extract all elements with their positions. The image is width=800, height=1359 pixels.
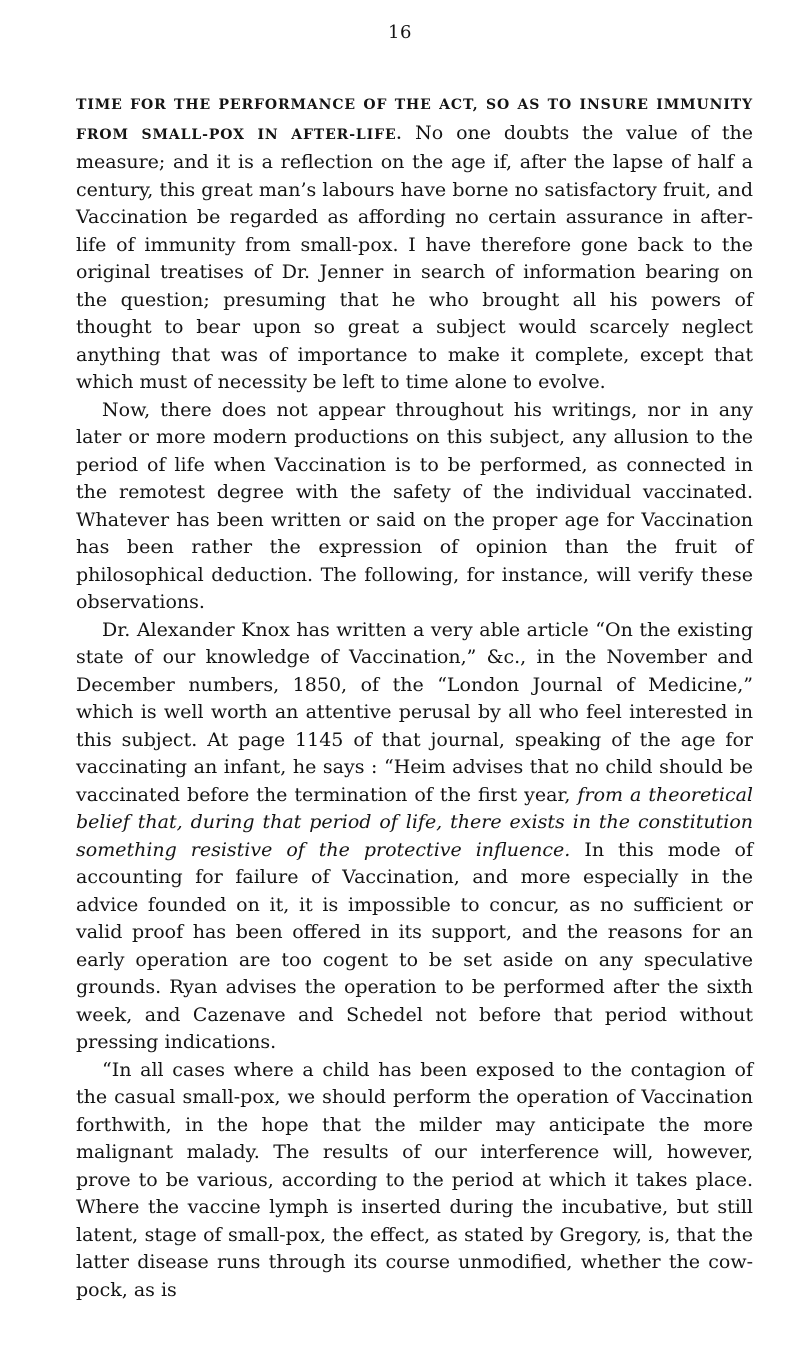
paragraph-1-text: No one doubts the value of the measure; and it is a reflection on the age if, after the lapse of half a century, this great man’s labours have borne no satisfactory fruit, and Vaccination be regarded as affording no certain assurance in after-life of immunity from small-pox. I have therefore gone back to the original treatises of Dr. Jenner in search of information bearing on the question; presuming that he who brought all his powers of thought to bear upon so great a subject would scarcely neglect anything that was of importance to make it complete, except that which must of necessity be left to time alone to evolve. (76, 121, 753, 393)
page-number: 16 (388, 22, 412, 43)
section-heading-continuation: TIME FOR THE PERFORMANCE OF THE ACT, SO AS TO INSURE IMMUNITY FROM SMALL-POX IN AFTER-LIFE. (76, 97, 753, 143)
paragraph-3-italic-quote: from a theoretical belief that, during that period of life, there exists in the constitution something resistive of the protective influence. (76, 783, 753, 861)
paragraph-2: Now, there does not appear throughout his writings, nor in any later or more modern productions on this subject, any allusion to the period of life when Vaccination is to be performed, as connected in the remotest degree with the safety of the individual vaccinated. Whatever has been written or said on the proper age for Vaccination has been rather the expression of opinion than the fruit of philosophical deduction. The following, for instance, will verify these observations. (76, 398, 753, 613)
paragraph-3-text-a: Dr. Alexander Knox has written a very able article “On the existing state of our knowledge of Vaccination,” &c., in the November and December numbers, 1850, of the “London Journal of Medicine,” which is well worth an attentive perusal by all who feel interested in this subject. At page 1145 of that journal, speaking of the age for vaccinating an infant, he says : “Heim advises that no child should be vaccinated before the termination of the first year, (76, 618, 753, 806)
paragraph-3 (76, 617, 753, 1057)
paragraph-1 (76, 90, 753, 397)
paragraph-3-text-b: In this mode of accounting for failure of Vaccination, and more especially in the advice founded on it, it is impossible to concur, as no sufficient or valid proof has been offered in its support, and the reasons for an early operation are too cogent to be set aside on any speculative grounds. Ryan advises the operation to be performed after the sixth week, and Cazenave and Schedel not before that period without pressing indications. (76, 838, 754, 1053)
paragraph-4: “In all cases where a child has been exposed to the contagion of the casual small-pox, we should perform the operation of Vaccination forthwith, in the hope that the milder may anticipate the more malignant malady. The results of our interference will, however, prove to be various, according to the period at which it takes place. Where the vaccine lymph is inserted during the incubative, but still latent, stage of small-pox, the effect, as stated by Gregory, is, that the latter disease runs through its course unmodified, whether the cow-pock, as is (76, 1058, 753, 1301)
body-text (76, 90, 753, 1304)
